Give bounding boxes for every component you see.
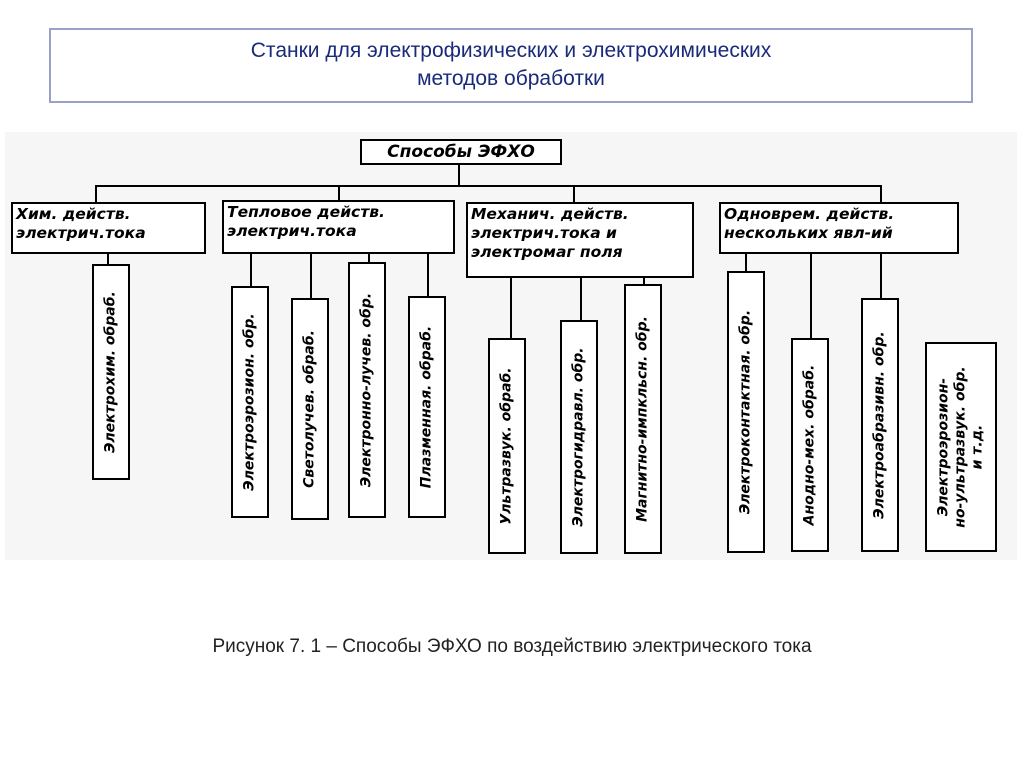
leaf-label: Электрогидравл. обр. bbox=[570, 347, 587, 527]
connector-leaf-2 bbox=[250, 252, 252, 288]
connector-leaf-10 bbox=[810, 252, 812, 340]
leaf-electroabrasive bbox=[861, 298, 899, 552]
leaf-electroerosion bbox=[231, 286, 269, 518]
leaf-label: Плазменная. обраб. bbox=[418, 325, 435, 489]
leaf-label: Анодно-мех. обраб. bbox=[801, 364, 818, 526]
connector-category-bus bbox=[95, 185, 882, 187]
slide-title-line-2: методов обработки bbox=[417, 67, 605, 90]
connector-leaf-5 bbox=[427, 252, 429, 298]
connector-leaf-7 bbox=[580, 276, 582, 322]
category-label-line-3: электромаг поля bbox=[471, 243, 623, 261]
leaf-electron-beam bbox=[348, 262, 386, 518]
category-label-line-1: Хим. действ. bbox=[16, 205, 131, 223]
root-node-label: Способы ЭФХО bbox=[387, 142, 535, 162]
connector-leaf-3 bbox=[310, 252, 312, 300]
category-mechanical-action bbox=[466, 202, 694, 278]
category-label-line-1: Одноврем. действ. bbox=[724, 205, 895, 223]
leaf-label: Электроконтактная. обр. bbox=[737, 309, 754, 515]
leaf-electrohydraulic bbox=[560, 320, 598, 554]
leaf-plasma bbox=[408, 296, 446, 518]
category-label-line-2: нескольких явл-ий bbox=[724, 224, 893, 242]
category-label-line-1: Механич. действ. bbox=[471, 205, 629, 223]
category-label-line-2: электрич.тока bbox=[227, 222, 357, 240]
category-chemical-action bbox=[11, 202, 206, 254]
leaf-label: Электроэрозион. обр. bbox=[241, 313, 258, 491]
leaf-label-line-1: Электроэрозион- bbox=[935, 377, 952, 517]
root-node bbox=[360, 139, 562, 165]
leaf-label: Электронно-лучев. обр. bbox=[358, 292, 375, 488]
leaf-label-line-2: но-ультразвук. обр. bbox=[952, 366, 969, 528]
leaf-label: Электроабразивн. обр. bbox=[871, 331, 888, 519]
leaf-electrocontact bbox=[727, 271, 765, 553]
slide-title-line-1: Станки для электрофизических и электрохимических bbox=[250, 39, 772, 62]
leaf-label: Светолучев. обраб. bbox=[301, 330, 318, 488]
connector-leaf-6 bbox=[510, 276, 512, 340]
connector-leaf-9 bbox=[745, 252, 747, 273]
leaf-label-multiline bbox=[936, 366, 987, 527]
leaf-electrochemical bbox=[92, 264, 130, 480]
leaf-magnetic-pulse bbox=[624, 284, 662, 554]
category-thermal-action bbox=[222, 200, 455, 254]
leaf-label-line-3: и т.д. bbox=[969, 424, 986, 470]
connector-leaf-11 bbox=[880, 252, 882, 300]
connector-root-down bbox=[458, 162, 460, 187]
leaf-label: Магнитно-импкльсн. обр. bbox=[634, 316, 651, 522]
category-label-line-1: Тепловое действ. bbox=[227, 203, 385, 221]
slide-title-box bbox=[49, 28, 973, 103]
leaf-light-beam bbox=[291, 298, 329, 520]
category-label-line-2: электрич.тока и bbox=[471, 224, 617, 242]
leaf-anodic-mechanical bbox=[791, 338, 829, 552]
leaf-erosion-ultrasonic bbox=[925, 342, 997, 552]
category-simultaneous-action bbox=[719, 202, 959, 254]
leaf-label: Электрохим. обраб. bbox=[102, 291, 119, 453]
leaf-label: Ультразвук. обраб. bbox=[498, 367, 515, 525]
category-label-line-2: электрич.тока bbox=[16, 224, 146, 242]
figure-caption: Рисунок 7. 1 – Способы ЭФХО по воздействию электрического тока bbox=[212, 636, 812, 657]
leaf-ultrasonic bbox=[488, 338, 526, 554]
